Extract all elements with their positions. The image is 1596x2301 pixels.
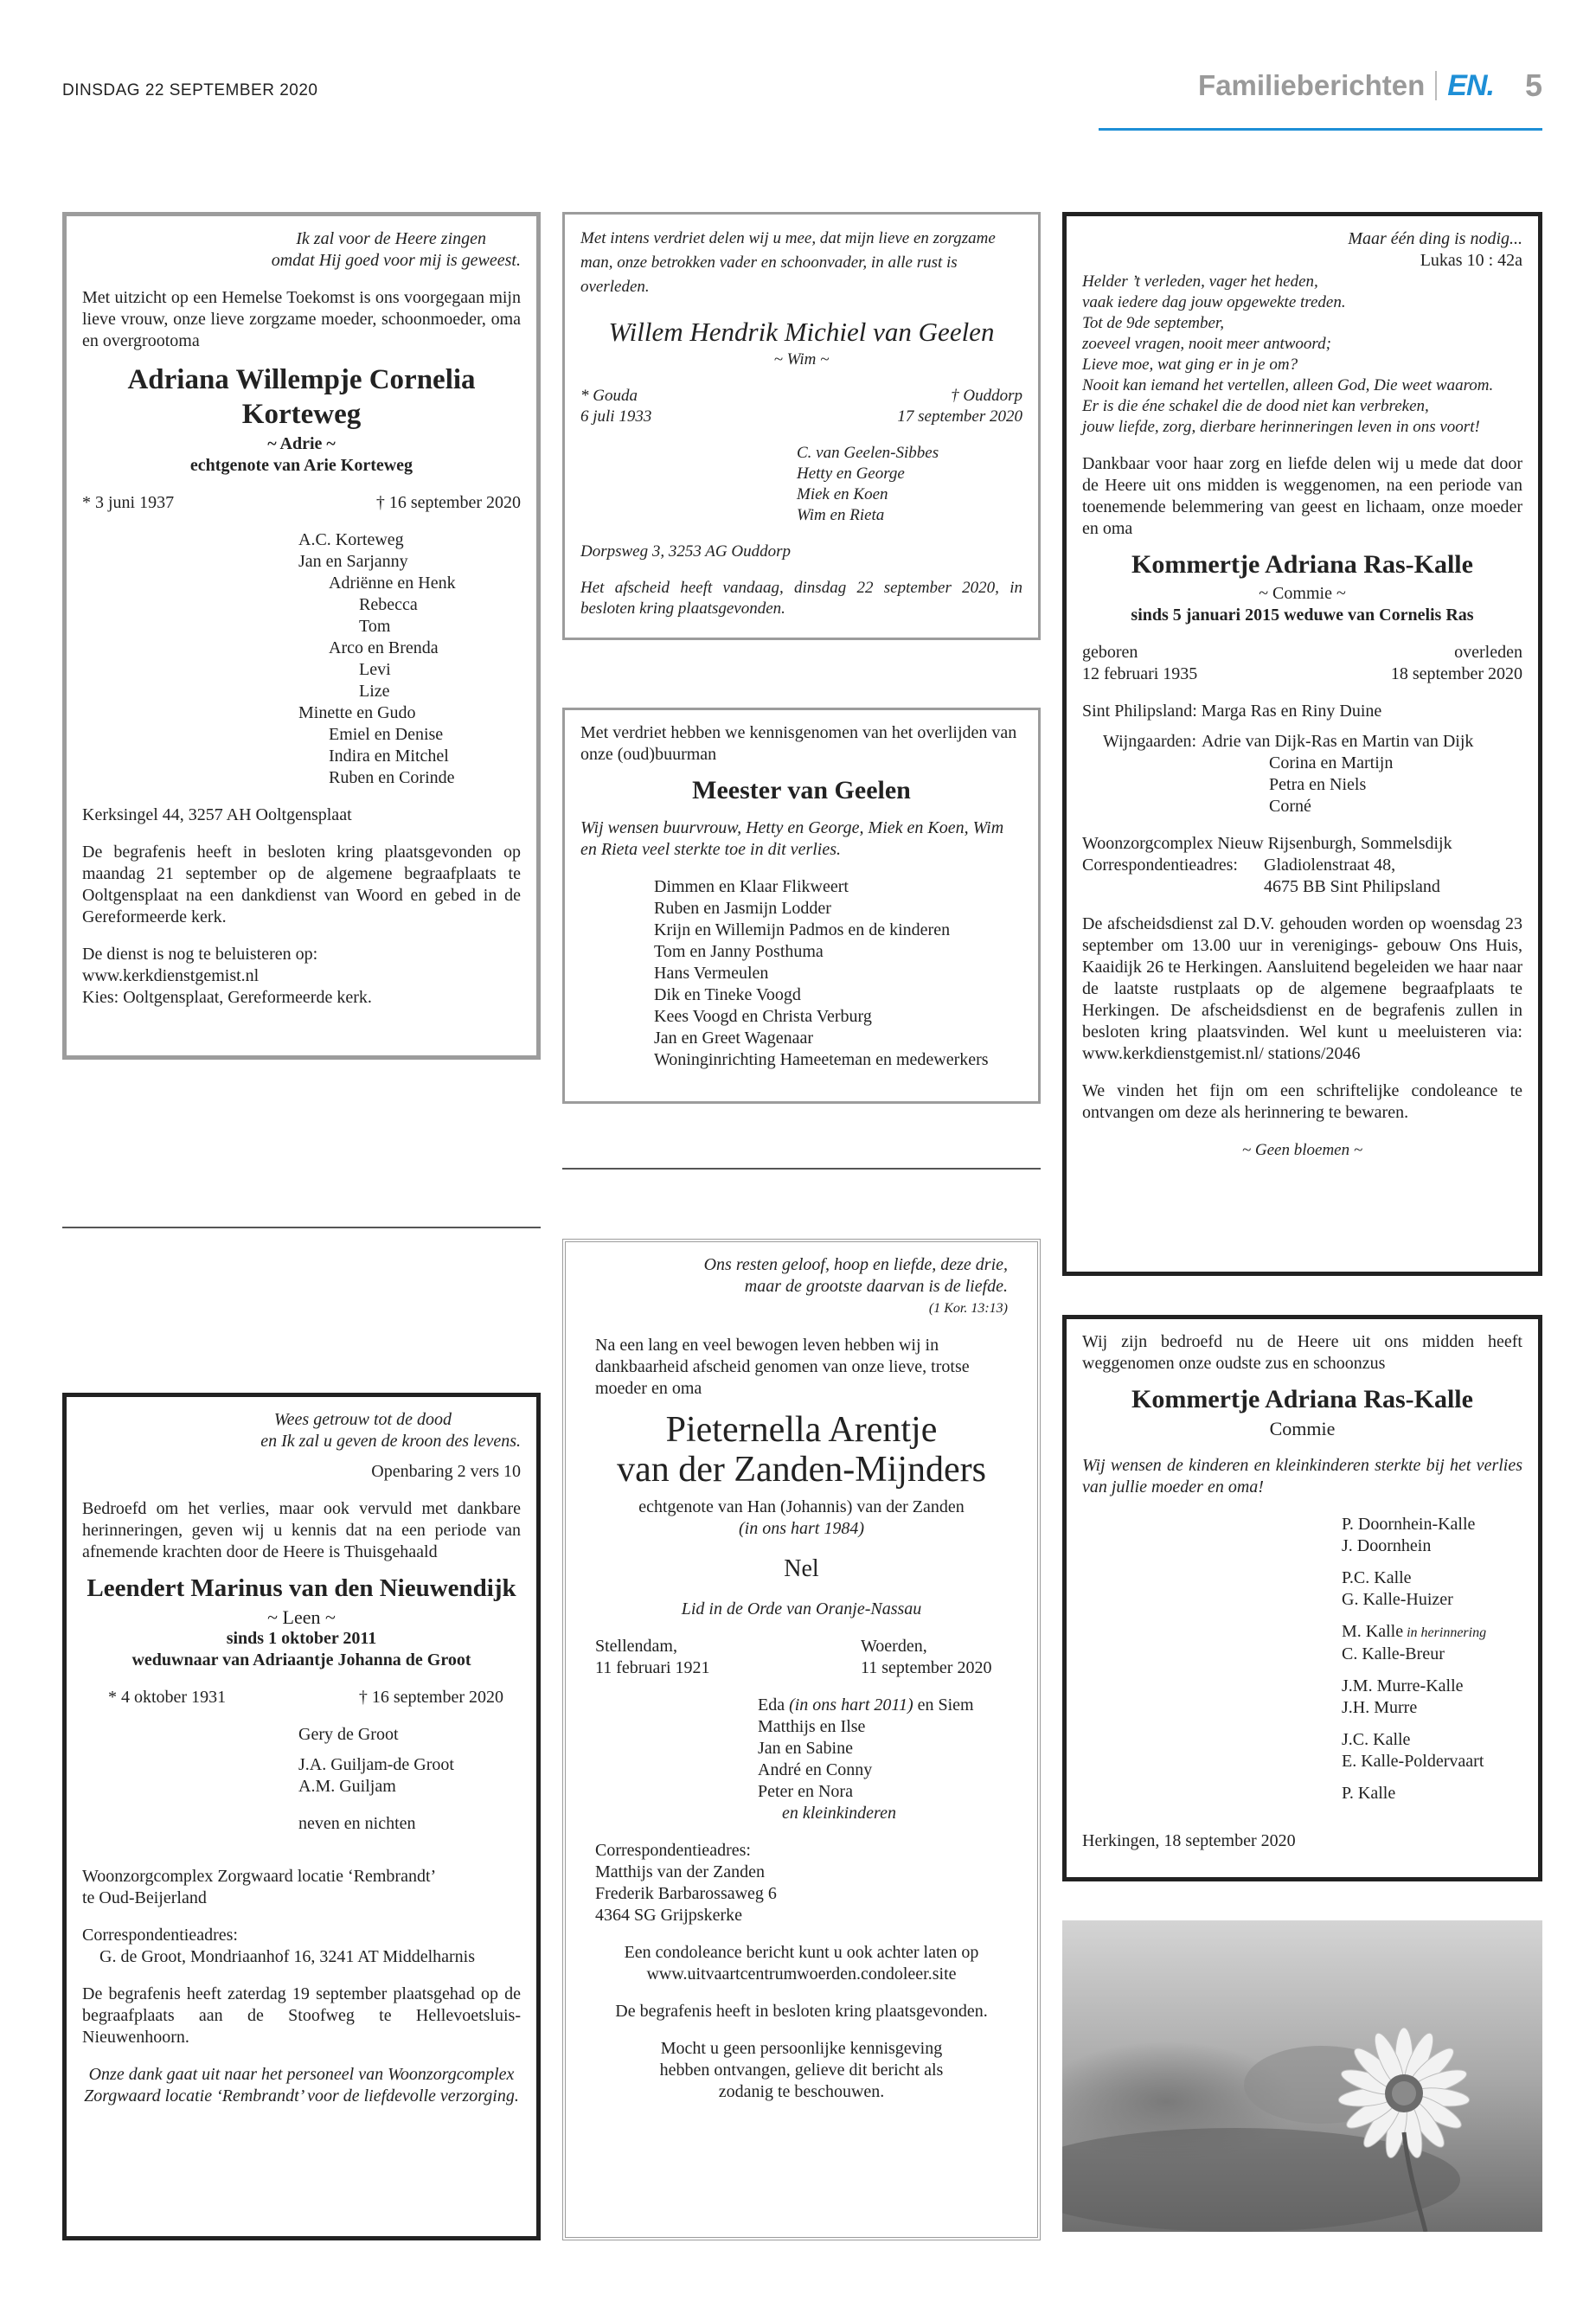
correspondence-label: Correspondentieadres: — [595, 1841, 751, 1860]
grandchildren: en kleinkinderen — [782, 1804, 896, 1823]
nickname: Nel — [784, 1555, 819, 1582]
dates-row — [580, 386, 1022, 427]
edition-date: DINSDAG 22 SEPTEMBER 2020 — [62, 81, 318, 99]
address: Dorpsweg 3, 3253 AG Ouddorp — [580, 542, 791, 561]
family-group — [1342, 1514, 1522, 1557]
list-item: P. Kalle — [1342, 1784, 1396, 1803]
birth-place: Stellendam, — [595, 1637, 677, 1656]
listen-line: De dienst is nog te beluisteren op: — [82, 945, 318, 964]
neighbours-list — [580, 876, 1022, 1071]
wijngaarden-block — [1082, 731, 1522, 817]
list-item: Helder ’t verleden, vager het heden, — [1082, 272, 1318, 291]
wish-text: Wij wensen de kinderen en kleinkinderen sterkte bij het verlies van jullie moeder en oma! — [1082, 1456, 1522, 1497]
list-item: Emiel en Denise — [329, 725, 444, 744]
listen-choice: Kies: Ooltgensplaat, Gereformeerde kerk. — [82, 988, 372, 1007]
wijngaarden-label: Wijngaarden: — [1103, 732, 1197, 751]
list-item: P. Doornhein-Kalle — [1342, 1515, 1476, 1534]
no-flowers: ~ Geen bloemen ~ — [1241, 1141, 1363, 1159]
condolence-text: Een condoleance bericht kunt u ook achter laten op — [624, 1943, 979, 1962]
list-item: Nooit kan iemand het vertellen, alleen God, Die weet waarom. — [1082, 376, 1494, 394]
list-item: C. Kalle-Breur — [1342, 1644, 1445, 1663]
list-item: Tot de 9de september, — [1082, 314, 1224, 332]
funeral-text: De begrafenis heeft zaterdag 19 september plaatsgehad op de begraafplaats aan de Stoofweg te Hellevoetsluis-Nieuwenhoorn. — [82, 1984, 521, 2047]
honour-line: Lid in de Orde van Oranje-Nassau — [681, 1599, 922, 1618]
wish-text: Wij wensen buurvrouw, Hetty en George, Miek en Koen, Wim en Rieta veel sterkte toe in dit verlies. — [580, 818, 1004, 859]
notice-van-der-zanden — [562, 1239, 1041, 2240]
page-header — [1198, 67, 1542, 104]
memory-note: (in ons hart 2011) — [789, 1695, 913, 1715]
service-text: De afscheidsdienst zal D.V. gehouden worden op woensdag 23 september om 13.00 uur in verenigings- gebouw Ons Huis, Kaaidijk 26 te Herkingen. Aansluitend begeleiden we haar naar de laatste rustplaats op de algemene begraafplaats te Herkingen. De afscheidsdienst en de begrafenis zullen in besloten kring plaatsvinden. Wel kunt u meeluisteren via: www.kerkdienstgemist.nl/ stations/2046 — [1082, 914, 1522, 1063]
intro-text: Bedroefd om het verlies, maar ook vervuld met dankbare herinneringen, geven wij u kennis dat na een periode van afnemende krachten door de Heere is Thuisgehaald — [82, 1499, 521, 1561]
nickname: ~ Wim ~ — [773, 350, 830, 369]
widower-line: weduwnaar van Adriaantje Johanna de Groot — [131, 1650, 471, 1670]
family-list — [1202, 753, 1473, 817]
quote-line: maar de grootste daarvan is de liefde. — [744, 1277, 1008, 1296]
list-item: Peter en Nora — [758, 1782, 853, 1801]
family-group — [1342, 1783, 1522, 1804]
correspondence-label: Correspondentieadres: — [82, 1926, 238, 1945]
notice-ras-kalle — [1062, 212, 1542, 1276]
death-date: † 16 september 2020 — [375, 493, 521, 512]
family-member: Gery de Groot — [298, 1725, 399, 1744]
list-item: Hans Vermeulen — [654, 964, 769, 983]
section-title: Familieberichten — [1198, 69, 1426, 101]
deceased-name: Kommertje Adriana Ras-Kalle — [1131, 550, 1473, 579]
list-item: Matthijs en Ilse — [758, 1717, 866, 1736]
birth-date: 6 juli 1933 — [580, 407, 652, 426]
spouse-line: echtgenote van Han (Johannis) van der Zanden — [638, 1497, 965, 1516]
birth-label: geboren — [1082, 643, 1138, 662]
intro-text: Met intens verdriet delen wij u mee, dat mijn lieve en zorgzame man, onze betrokken vader en schoonvader, in alle rust is overleden. — [580, 229, 996, 296]
quote-line: Ik zal voor de Heere zingen — [296, 229, 486, 248]
deceased-name — [595, 1410, 1008, 1490]
list-item: Indira en Mitchel — [329, 747, 449, 766]
header-divider — [1435, 71, 1437, 100]
correspondence-line: 4364 SG Grijpskerke — [595, 1906, 742, 1925]
list-item: Corné — [1269, 797, 1311, 816]
list-item: zoeveel vragen, nooit meer antwoord; — [1082, 335, 1331, 353]
thanks-text: Onze dank gaat uit naar het personeel van Woonzorgcomplex Zorgwaard locatie ‘Rembrandt’ voor de liefdevolle verzorging. — [84, 2065, 519, 2106]
care-home: Woonzorgcomplex Nieuw Rijsenburgh, Sommelsdijk — [1082, 834, 1452, 853]
list-item: Jan en Greet Wagenaar — [654, 1029, 814, 1048]
address: Kerksingel 44, 3257 AH Ooltgensplaat — [82, 805, 352, 824]
funeral-text: De begrafenis heeft in besloten kring plaatsgevonden op maandag 21 september op de algemene begraafplaats te Ooltgensplaat na een dankdienst van Woord en gebed in de Gereformeerde kerk. — [82, 843, 521, 926]
list-item: Kees Voogd en Christa Verburg — [654, 1007, 872, 1026]
intro-text: Na een lang en veel bewogen leven hebben wij in dankbaarheid afscheid genomen van onze lieve, trotse moeder en oma — [595, 1336, 970, 1398]
correspondence — [1082, 855, 1522, 898]
family-list — [82, 1724, 521, 1835]
correspondence-label: Correspondentieadres: — [1082, 856, 1238, 875]
deceased-name: Meester van Geelen — [692, 776, 911, 804]
death-label: overleden — [1454, 643, 1522, 662]
family-list — [580, 443, 1022, 526]
correspondence-line: Frederik Barbarossaweg 6 — [595, 1884, 777, 1903]
notice-van-den-nieuwendijk — [62, 1393, 541, 2240]
intro-text: Wij zijn bedroefd nu de Heere uit ons midden heeft weggenomen onze oudste zus en schoonzus — [1082, 1332, 1522, 1373]
list-item: Tom — [359, 617, 391, 636]
intro-text: Dankbaar voor haar zorg en liefde delen wij u mede dat door de Heere uit ons midden is weggenomen, na een periode van toenemende belemmering van geest en lichaam, onze moeder en oma — [1082, 454, 1522, 538]
list-item: Woninginrichting Hameeteman en medewerkers — [654, 1050, 989, 1069]
personal-note: zodanig te beschouwen. — [718, 2082, 885, 2101]
list-item: Ruben en Corinde — [329, 768, 455, 787]
list-item: J. Doornhein — [1342, 1536, 1432, 1555]
list-item: Minette en Gudo — [298, 703, 416, 722]
correspondence-line: Gladiolenstraat 48, — [1264, 856, 1396, 875]
list-item: A.C. Korteweg — [298, 530, 404, 549]
birth-date: 11 februari 1921 — [595, 1658, 710, 1677]
birth-date: * 3 juni 1937 — [82, 493, 175, 512]
death-date: † 16 september 2020 — [358, 1688, 503, 1707]
correspondence-line: 4675 BB Sint Philipsland — [1264, 877, 1440, 896]
funeral-text: Het afscheid heeft vandaag, dinsdag 22 september 2020, in besloten kring plaatsgevonden. — [580, 579, 1022, 618]
list-item: P.C. Kalle — [1342, 1568, 1412, 1587]
death-date: 11 september 2020 — [861, 1658, 992, 1677]
list-item: Tom en Janny Posthuma — [654, 942, 824, 961]
family-list — [82, 529, 521, 789]
family-list — [1082, 1514, 1522, 1804]
list-item: Lieve moe, wat ging er in je om? — [1082, 356, 1298, 374]
list-item: Krijn en Willemijn Padmos en de kinderen — [654, 920, 951, 939]
memory-line: (in ons hart 1984) — [739, 1519, 864, 1538]
list-item: Arco en Brenda — [329, 638, 439, 657]
dates-row — [595, 1636, 1008, 1679]
birth-place: * Gouda — [580, 387, 638, 405]
family-list — [758, 1716, 1008, 1803]
list-item: Hetty en George — [797, 465, 905, 483]
death-date: 18 september 2020 — [1390, 664, 1522, 683]
death-place: Woerden, — [861, 1637, 927, 1656]
care-home: te Oud-Beijerland — [82, 1888, 207, 1907]
personal-note: Mocht u geen persoonlijke kennisgeving — [660, 2039, 943, 2058]
list-item: Corina en Martijn — [1269, 753, 1394, 772]
death-date: 17 september 2020 — [897, 407, 1022, 426]
list-item: J.C. Kalle — [1342, 1730, 1411, 1749]
nickname: Commie — [1269, 1418, 1336, 1439]
listen-url: www.kerkdienstgemist.nl — [82, 966, 260, 985]
personal-note: hebben ontvangen, gelieve dit bericht als — [659, 2061, 944, 2080]
funeral-text: De begrafenis heeft in besloten kring plaatsgevonden. — [615, 2002, 988, 2021]
spouse-line: echtgenote van Arie Korteweg — [189, 456, 413, 475]
name-line: Pieternella Arentje — [665, 1410, 938, 1450]
newspaper-logo: EN. — [1447, 68, 1494, 102]
page-number: 5 — [1524, 67, 1542, 103]
list-item: E. Kalle-Poldervaart — [1342, 1752, 1484, 1771]
memory-note: in herinnering — [1403, 1625, 1487, 1640]
family-name: en Siem — [917, 1695, 974, 1715]
name-line: van der Zanden-Mijnders — [617, 1450, 986, 1490]
family-group — [1342, 1621, 1522, 1665]
poem — [1082, 272, 1522, 438]
list-item: Dimmen en Klaar Flikweert — [654, 877, 849, 896]
nickname: ~ Commie ~ — [1259, 584, 1346, 603]
family-group — [1342, 1567, 1522, 1611]
family-member — [758, 1695, 1008, 1716]
deceased-name: Leendert Marinus van den Nieuwendijk — [87, 1574, 516, 1602]
family-member: neven en nichten — [298, 1814, 416, 1833]
bible-reference: Lukas 10 : 42a — [1420, 251, 1522, 270]
intro-text: Met verdriet hebben we kennisgenomen van het overlijden van onze (oud)buurman — [580, 723, 1017, 764]
quote-line: omdat Hij goed voor mij is geweest. — [271, 251, 521, 270]
list-item: J.H. Murre — [1342, 1698, 1418, 1717]
list-item: G. Kalle-Huizer — [1342, 1590, 1453, 1609]
notice-meester-van-geelen — [562, 708, 1041, 1104]
place-date: Herkingen, 18 september 2020 — [1082, 1831, 1296, 1850]
condolence-text: We vinden het fijn om een schriftelijke condoleance te ontvangen om deze als herinnering te bewaren. — [1082, 1081, 1522, 1122]
quote-line: Maar één ding is nodig... — [1348, 229, 1522, 248]
list-item: C. van Geelen-Sibbes — [797, 444, 939, 462]
list-item: J.M. Murre-Kalle — [1342, 1676, 1464, 1695]
intro-text: Met uitzicht op een Hemelse Toekomst is ons voorgegaan mijn lieve vrouw, onze lieve zorgzame moeder, schoonmoeder, oma en overgrootoma — [82, 288, 521, 350]
family-name: Eda — [758, 1695, 785, 1715]
list-item: Rebecca — [359, 595, 418, 614]
list-item: Levi — [359, 660, 391, 679]
bible-reference: Openbaring 2 vers 10 — [371, 1462, 521, 1481]
notice-van-geelen — [562, 212, 1041, 640]
nickname: ~ Leen ~ — [267, 1606, 336, 1628]
care-home: Woonzorgcomplex Zorgwaard locatie ‘Rembrandt’ — [82, 1867, 437, 1886]
deceased-name: Adriana Willempje Cornelia Korteweg — [127, 364, 476, 430]
deceased-name: Willem Hendrik Michiel van Geelen — [608, 317, 995, 347]
list-item: Dik en Tineke Voogd — [654, 985, 801, 1004]
dates-row — [82, 492, 521, 514]
family-member: J.A. Guiljam-de Groot — [298, 1755, 454, 1774]
list-item: Miek en Koen — [797, 485, 888, 503]
bible-reference: (1 Kor. 13:13) — [928, 1301, 1008, 1316]
list-item: Petra en Niels — [1269, 775, 1367, 794]
family-place-line: Sint Philipsland: Marga Ras en Riny Duine — [1082, 702, 1382, 721]
quote-line: Ons resten geloof, hoop en liefde, deze drie, — [703, 1255, 1008, 1274]
notice-korteweg — [62, 212, 541, 1060]
list-item: Adriënne en Henk — [329, 574, 456, 593]
daisy-image — [1062, 1920, 1542, 2232]
nickname: ~ Adrie ~ — [267, 434, 336, 453]
column-rule — [562, 1168, 1041, 1170]
widow-line: sinds 5 januari 2015 weduwe van Cornelis Ras — [1131, 606, 1474, 625]
since-line: sinds 1 oktober 2011 — [226, 1629, 377, 1648]
quote-line: Wees getrouw tot de dood — [273, 1410, 452, 1429]
list-item: Jan en Sabine — [758, 1739, 853, 1758]
condolence-url: www.uitvaartcentrumwoerden.condoleer.site — [646, 1965, 957, 1984]
list-item: Lize — [359, 682, 390, 701]
list-item: M. Kalle in herinnering — [1342, 1622, 1487, 1641]
list-item: André en Conny — [758, 1760, 873, 1779]
header-rule — [1099, 128, 1542, 131]
list-item: Jan en Sarjanny — [298, 552, 408, 571]
family-group — [1342, 1676, 1522, 1719]
list-item: Wim en Rieta — [797, 506, 885, 524]
list-item: Er is die éne schakel die de dood niet kan verbreken, — [1082, 397, 1429, 415]
list-item: jouw liefde, zorg, dierbare herinneringen leven in ons voort! — [1082, 418, 1480, 436]
deceased-name: Kommertje Adriana Ras-Kalle — [1131, 1385, 1473, 1413]
family-list — [595, 1695, 1008, 1824]
list-item: Ruben en Jasmijn Lodder — [654, 899, 831, 918]
notice-ras-kalle-family — [1062, 1315, 1542, 1881]
death-place: † Ouddorp — [951, 387, 1022, 405]
quote-line: en Ik zal u geven de kroon des levens. — [260, 1432, 521, 1451]
birth-date: 12 februari 1935 — [1082, 664, 1198, 683]
correspondence-address: G. de Groot, Mondriaanhof 16, 3241 AT Middelharnis — [99, 1947, 476, 1966]
family-group — [1342, 1729, 1522, 1772]
daisy-photo — [1062, 1920, 1542, 2232]
correspondence-line: Matthijs van der Zanden — [595, 1862, 766, 1881]
dates-row — [1082, 642, 1522, 685]
family-member: A.M. Guiljam — [298, 1777, 396, 1796]
column-rule — [62, 1227, 541, 1228]
dates-row — [82, 1687, 521, 1708]
family-member: Adrie van Dijk-Ras en Martin van Dijk — [1202, 732, 1474, 751]
birth-date: * 4 oktober 1931 — [108, 1688, 227, 1707]
list-item: vaak iedere dag jouw opgewekte treden. — [1082, 293, 1346, 311]
